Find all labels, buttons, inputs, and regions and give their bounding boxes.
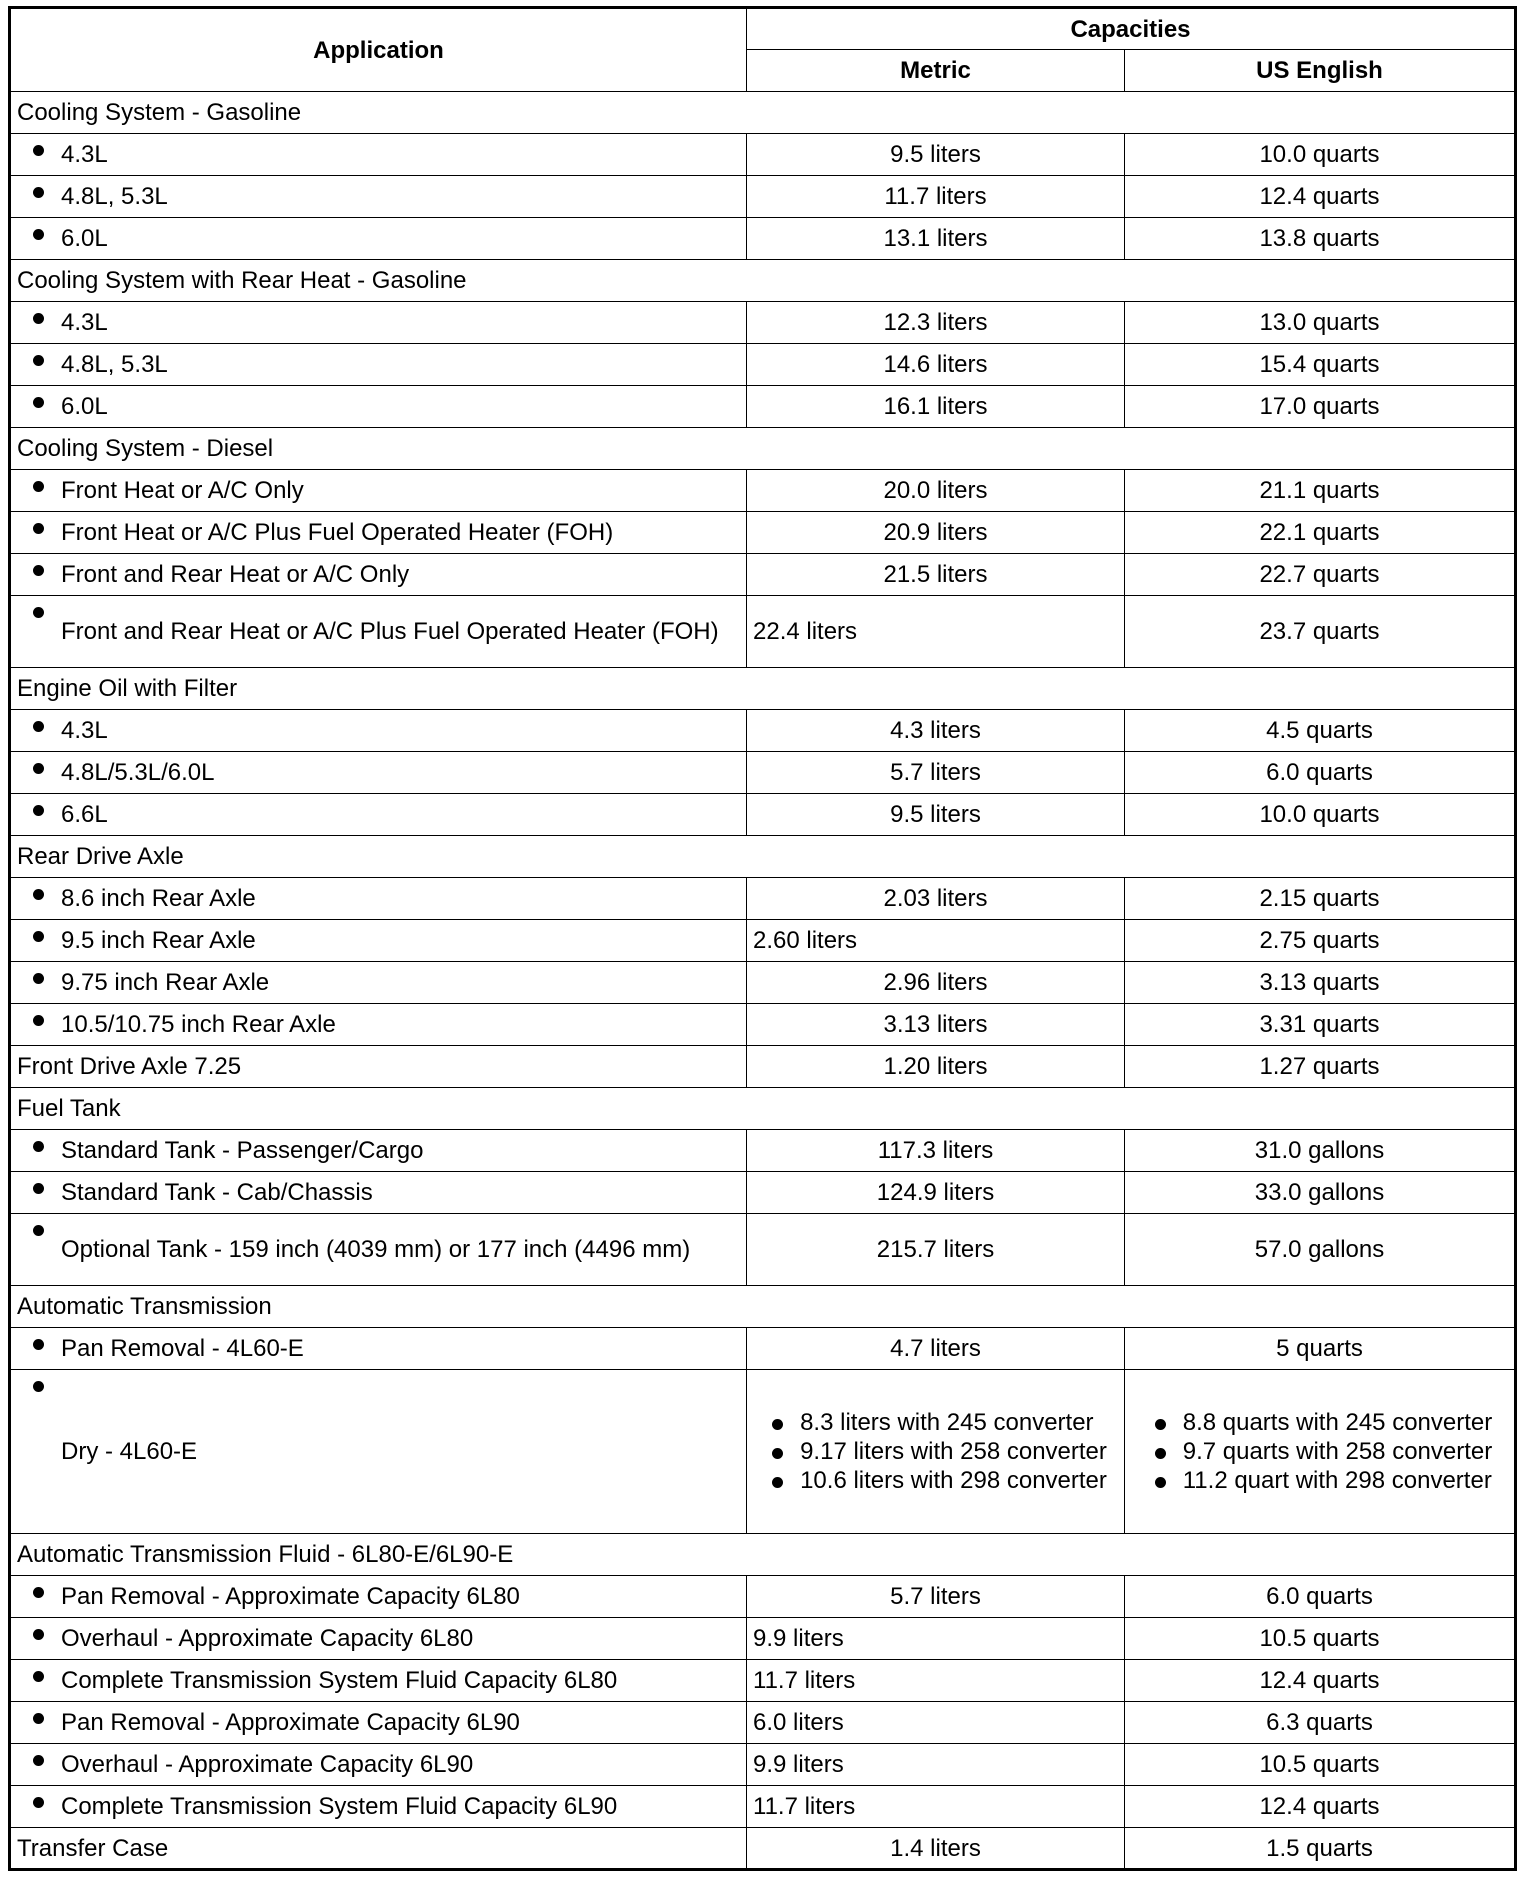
- table-header: [10, 8, 1516, 92]
- section-heading: Cooling System - Gasoline: [10, 92, 1516, 134]
- metric-cell: 3.13 liters: [747, 1004, 1125, 1046]
- application-cell: Optional Tank - 159 inch (4039 mm) or 177 inch (4496 mm): [10, 1214, 747, 1286]
- metric-cell: 9.9 liters: [747, 1744, 1125, 1786]
- application-cell: 4.3L: [10, 302, 747, 344]
- table-row: [10, 1004, 1516, 1046]
- application-cell: 4.8L, 5.3L: [10, 344, 747, 386]
- section-row: [10, 668, 1516, 710]
- table-row: [10, 1702, 1516, 1744]
- application-cell: 4.3L: [10, 710, 747, 752]
- capacity-bullet-list: [1147, 1408, 1493, 1495]
- list-item: 9.7 quarts with 258 converter: [1147, 1437, 1493, 1466]
- application-cell: Pan Removal - Approximate Capacity 6L80: [10, 1576, 747, 1618]
- table-row: [10, 1172, 1516, 1214]
- table-row: [10, 218, 1516, 260]
- section-heading: Automatic Transmission Fluid - 6L80-E/6L90-E: [10, 1534, 1516, 1576]
- application-cell: 9.5 inch Rear Axle: [10, 920, 747, 962]
- us-english-cell: 17.0 quarts: [1125, 386, 1516, 428]
- section-row: [10, 1286, 1516, 1328]
- application-cell: 6.0L: [10, 218, 747, 260]
- list-item: 8.8 quarts with 245 converter: [1147, 1408, 1493, 1437]
- metric-cell: 20.9 liters: [747, 512, 1125, 554]
- application-cell: 6.6L: [10, 794, 747, 836]
- section-heading: Cooling System with Rear Heat - Gasoline: [10, 260, 1516, 302]
- application-cell: Overhaul - Approximate Capacity 6L80: [10, 1618, 747, 1660]
- table-row: [10, 710, 1516, 752]
- us-english-cell: 22.7 quarts: [1125, 554, 1516, 596]
- table-row: [10, 962, 1516, 1004]
- application-cell: Front Drive Axle 7.25: [10, 1046, 747, 1088]
- us-english-cell: 12.4 quarts: [1125, 176, 1516, 218]
- us-english-cell: 22.1 quarts: [1125, 512, 1516, 554]
- metric-cell: 2.96 liters: [747, 962, 1125, 1004]
- table-row: [10, 878, 1516, 920]
- table-row: [10, 1328, 1516, 1370]
- list-item: 10.6 liters with 298 converter: [764, 1466, 1107, 1495]
- table-row: [10, 470, 1516, 512]
- us-english-cell: 6.0 quarts: [1125, 752, 1516, 794]
- us-english-cell: 3.31 quarts: [1125, 1004, 1516, 1046]
- us-english-cell: 21.1 quarts: [1125, 470, 1516, 512]
- metric-cell: 4.3 liters: [747, 710, 1125, 752]
- capacity-bullet-list: [764, 1408, 1107, 1495]
- metric-cell: 20.0 liters: [747, 470, 1125, 512]
- application-cell: 8.6 inch Rear Axle: [10, 878, 747, 920]
- application-cell: Complete Transmission System Fluid Capacity 6L80: [10, 1660, 747, 1702]
- capacities-table: [8, 6, 1517, 1871]
- us-english-cell: 2.15 quarts: [1125, 878, 1516, 920]
- metric-cell: 215.7 liters: [747, 1214, 1125, 1286]
- us-english-cell: [1125, 1370, 1516, 1534]
- metric-cell: 117.3 liters: [747, 1130, 1125, 1172]
- us-english-cell: 10.5 quarts: [1125, 1744, 1516, 1786]
- application-cell: Dry - 4L60-E: [10, 1370, 747, 1534]
- table-row: [10, 794, 1516, 836]
- table-row: [10, 1660, 1516, 1702]
- metric-cell: 5.7 liters: [747, 1576, 1125, 1618]
- metric-cell: 11.7 liters: [747, 1786, 1125, 1828]
- application-cell: 4.3L: [10, 134, 747, 176]
- table-row: [10, 386, 1516, 428]
- us-english-cell: 6.3 quarts: [1125, 1702, 1516, 1744]
- application-cell: Pan Removal - Approximate Capacity 6L90: [10, 1702, 747, 1744]
- metric-cell: 4.7 liters: [747, 1328, 1125, 1370]
- application-cell: 10.5/10.75 inch Rear Axle: [10, 1004, 747, 1046]
- metric-cell: 9.9 liters: [747, 1618, 1125, 1660]
- header-capacities: Capacities: [747, 8, 1516, 50]
- list-item: 11.2 quart with 298 converter: [1147, 1466, 1493, 1495]
- header-us-english: US English: [1125, 50, 1516, 92]
- header-application: Application: [10, 8, 747, 92]
- capacities-table-container: [8, 6, 1514, 1871]
- table-row: [10, 1130, 1516, 1172]
- section-row: [10, 260, 1516, 302]
- section-row: [10, 428, 1516, 470]
- us-english-cell: 4.5 quarts: [1125, 710, 1516, 752]
- us-english-cell: 13.0 quarts: [1125, 302, 1516, 344]
- metric-cell: 9.5 liters: [747, 794, 1125, 836]
- list-item: 9.17 liters with 258 converter: [764, 1437, 1107, 1466]
- section-row: [10, 1088, 1516, 1130]
- application-cell: Transfer Case: [10, 1828, 747, 1870]
- metric-cell: 12.3 liters: [747, 302, 1125, 344]
- application-cell: Overhaul - Approximate Capacity 6L90: [10, 1744, 747, 1786]
- us-english-cell: 1.27 quarts: [1125, 1046, 1516, 1088]
- section-heading: Automatic Transmission: [10, 1286, 1516, 1328]
- table-row: [10, 1828, 1516, 1870]
- table-row: [10, 554, 1516, 596]
- section-heading: Engine Oil with Filter: [10, 668, 1516, 710]
- us-english-cell: 31.0 gallons: [1125, 1130, 1516, 1172]
- us-english-cell: 15.4 quarts: [1125, 344, 1516, 386]
- application-cell: Front and Rear Heat or A/C Only: [10, 554, 747, 596]
- list-item: 8.3 liters with 245 converter: [764, 1408, 1107, 1437]
- metric-cell: 11.7 liters: [747, 176, 1125, 218]
- table-row: [10, 344, 1516, 386]
- metric-cell: 5.7 liters: [747, 752, 1125, 794]
- table-row: [10, 1618, 1516, 1660]
- table-row: [10, 1046, 1516, 1088]
- us-english-cell: 1.5 quarts: [1125, 1828, 1516, 1870]
- section-heading: Fuel Tank: [10, 1088, 1516, 1130]
- table-row: [10, 1370, 1516, 1534]
- metric-cell: 124.9 liters: [747, 1172, 1125, 1214]
- table-row: [10, 1214, 1516, 1286]
- metric-cell: 2.03 liters: [747, 878, 1125, 920]
- table-row: [10, 512, 1516, 554]
- application-cell: Front Heat or A/C Plus Fuel Operated Heater (FOH): [10, 512, 747, 554]
- application-cell: 6.0L: [10, 386, 747, 428]
- table-row: [10, 752, 1516, 794]
- application-cell: 4.8L, 5.3L: [10, 176, 747, 218]
- metric-cell: 21.5 liters: [747, 554, 1125, 596]
- us-english-cell: 13.8 quarts: [1125, 218, 1516, 260]
- metric-cell: 13.1 liters: [747, 218, 1125, 260]
- application-cell: Front and Rear Heat or A/C Plus Fuel Operated Heater (FOH): [10, 596, 747, 668]
- application-cell: Standard Tank - Cab/Chassis: [10, 1172, 747, 1214]
- us-english-cell: 33.0 gallons: [1125, 1172, 1516, 1214]
- metric-cell: 14.6 liters: [747, 344, 1125, 386]
- table-row: [10, 1786, 1516, 1828]
- metric-cell: 2.60 liters: [747, 920, 1125, 962]
- us-english-cell: 10.0 quarts: [1125, 134, 1516, 176]
- us-english-cell: 23.7 quarts: [1125, 596, 1516, 668]
- us-english-cell: 6.0 quarts: [1125, 1576, 1516, 1618]
- table-row: [10, 920, 1516, 962]
- application-cell: 9.75 inch Rear Axle: [10, 962, 747, 1004]
- table-row: [10, 134, 1516, 176]
- table-row: [10, 302, 1516, 344]
- metric-cell: 9.5 liters: [747, 134, 1125, 176]
- section-row: [10, 836, 1516, 878]
- metric-cell: 1.4 liters: [747, 1828, 1125, 1870]
- section-row: [10, 1534, 1516, 1576]
- application-cell: Complete Transmission System Fluid Capacity 6L90: [10, 1786, 747, 1828]
- application-cell: Pan Removal - 4L60-E: [10, 1328, 747, 1370]
- us-english-cell: 2.75 quarts: [1125, 920, 1516, 962]
- us-english-cell: 12.4 quarts: [1125, 1786, 1516, 1828]
- us-english-cell: 10.5 quarts: [1125, 1618, 1516, 1660]
- application-cell: Standard Tank - Passenger/Cargo: [10, 1130, 747, 1172]
- us-english-cell: 3.13 quarts: [1125, 962, 1516, 1004]
- metric-cell: 11.7 liters: [747, 1660, 1125, 1702]
- section-heading: Cooling System - Diesel: [10, 428, 1516, 470]
- application-cell: Front Heat or A/C Only: [10, 470, 747, 512]
- table-row: [10, 596, 1516, 668]
- table-row: [10, 1744, 1516, 1786]
- table-row: [10, 1576, 1516, 1618]
- header-metric: Metric: [747, 50, 1125, 92]
- us-english-cell: 10.0 quarts: [1125, 794, 1516, 836]
- application-cell: 4.8L/5.3L/6.0L: [10, 752, 747, 794]
- metric-cell: 6.0 liters: [747, 1702, 1125, 1744]
- us-english-cell: 12.4 quarts: [1125, 1660, 1516, 1702]
- metric-cell: 22.4 liters: [747, 596, 1125, 668]
- us-english-cell: 5 quarts: [1125, 1328, 1516, 1370]
- section-row: [10, 92, 1516, 134]
- table-body: [10, 92, 1516, 1870]
- metric-cell: 1.20 liters: [747, 1046, 1125, 1088]
- metric-cell: 16.1 liters: [747, 386, 1125, 428]
- us-english-cell: 57.0 gallons: [1125, 1214, 1516, 1286]
- metric-cell: [747, 1370, 1125, 1534]
- section-heading: Rear Drive Axle: [10, 836, 1516, 878]
- table-row: [10, 176, 1516, 218]
